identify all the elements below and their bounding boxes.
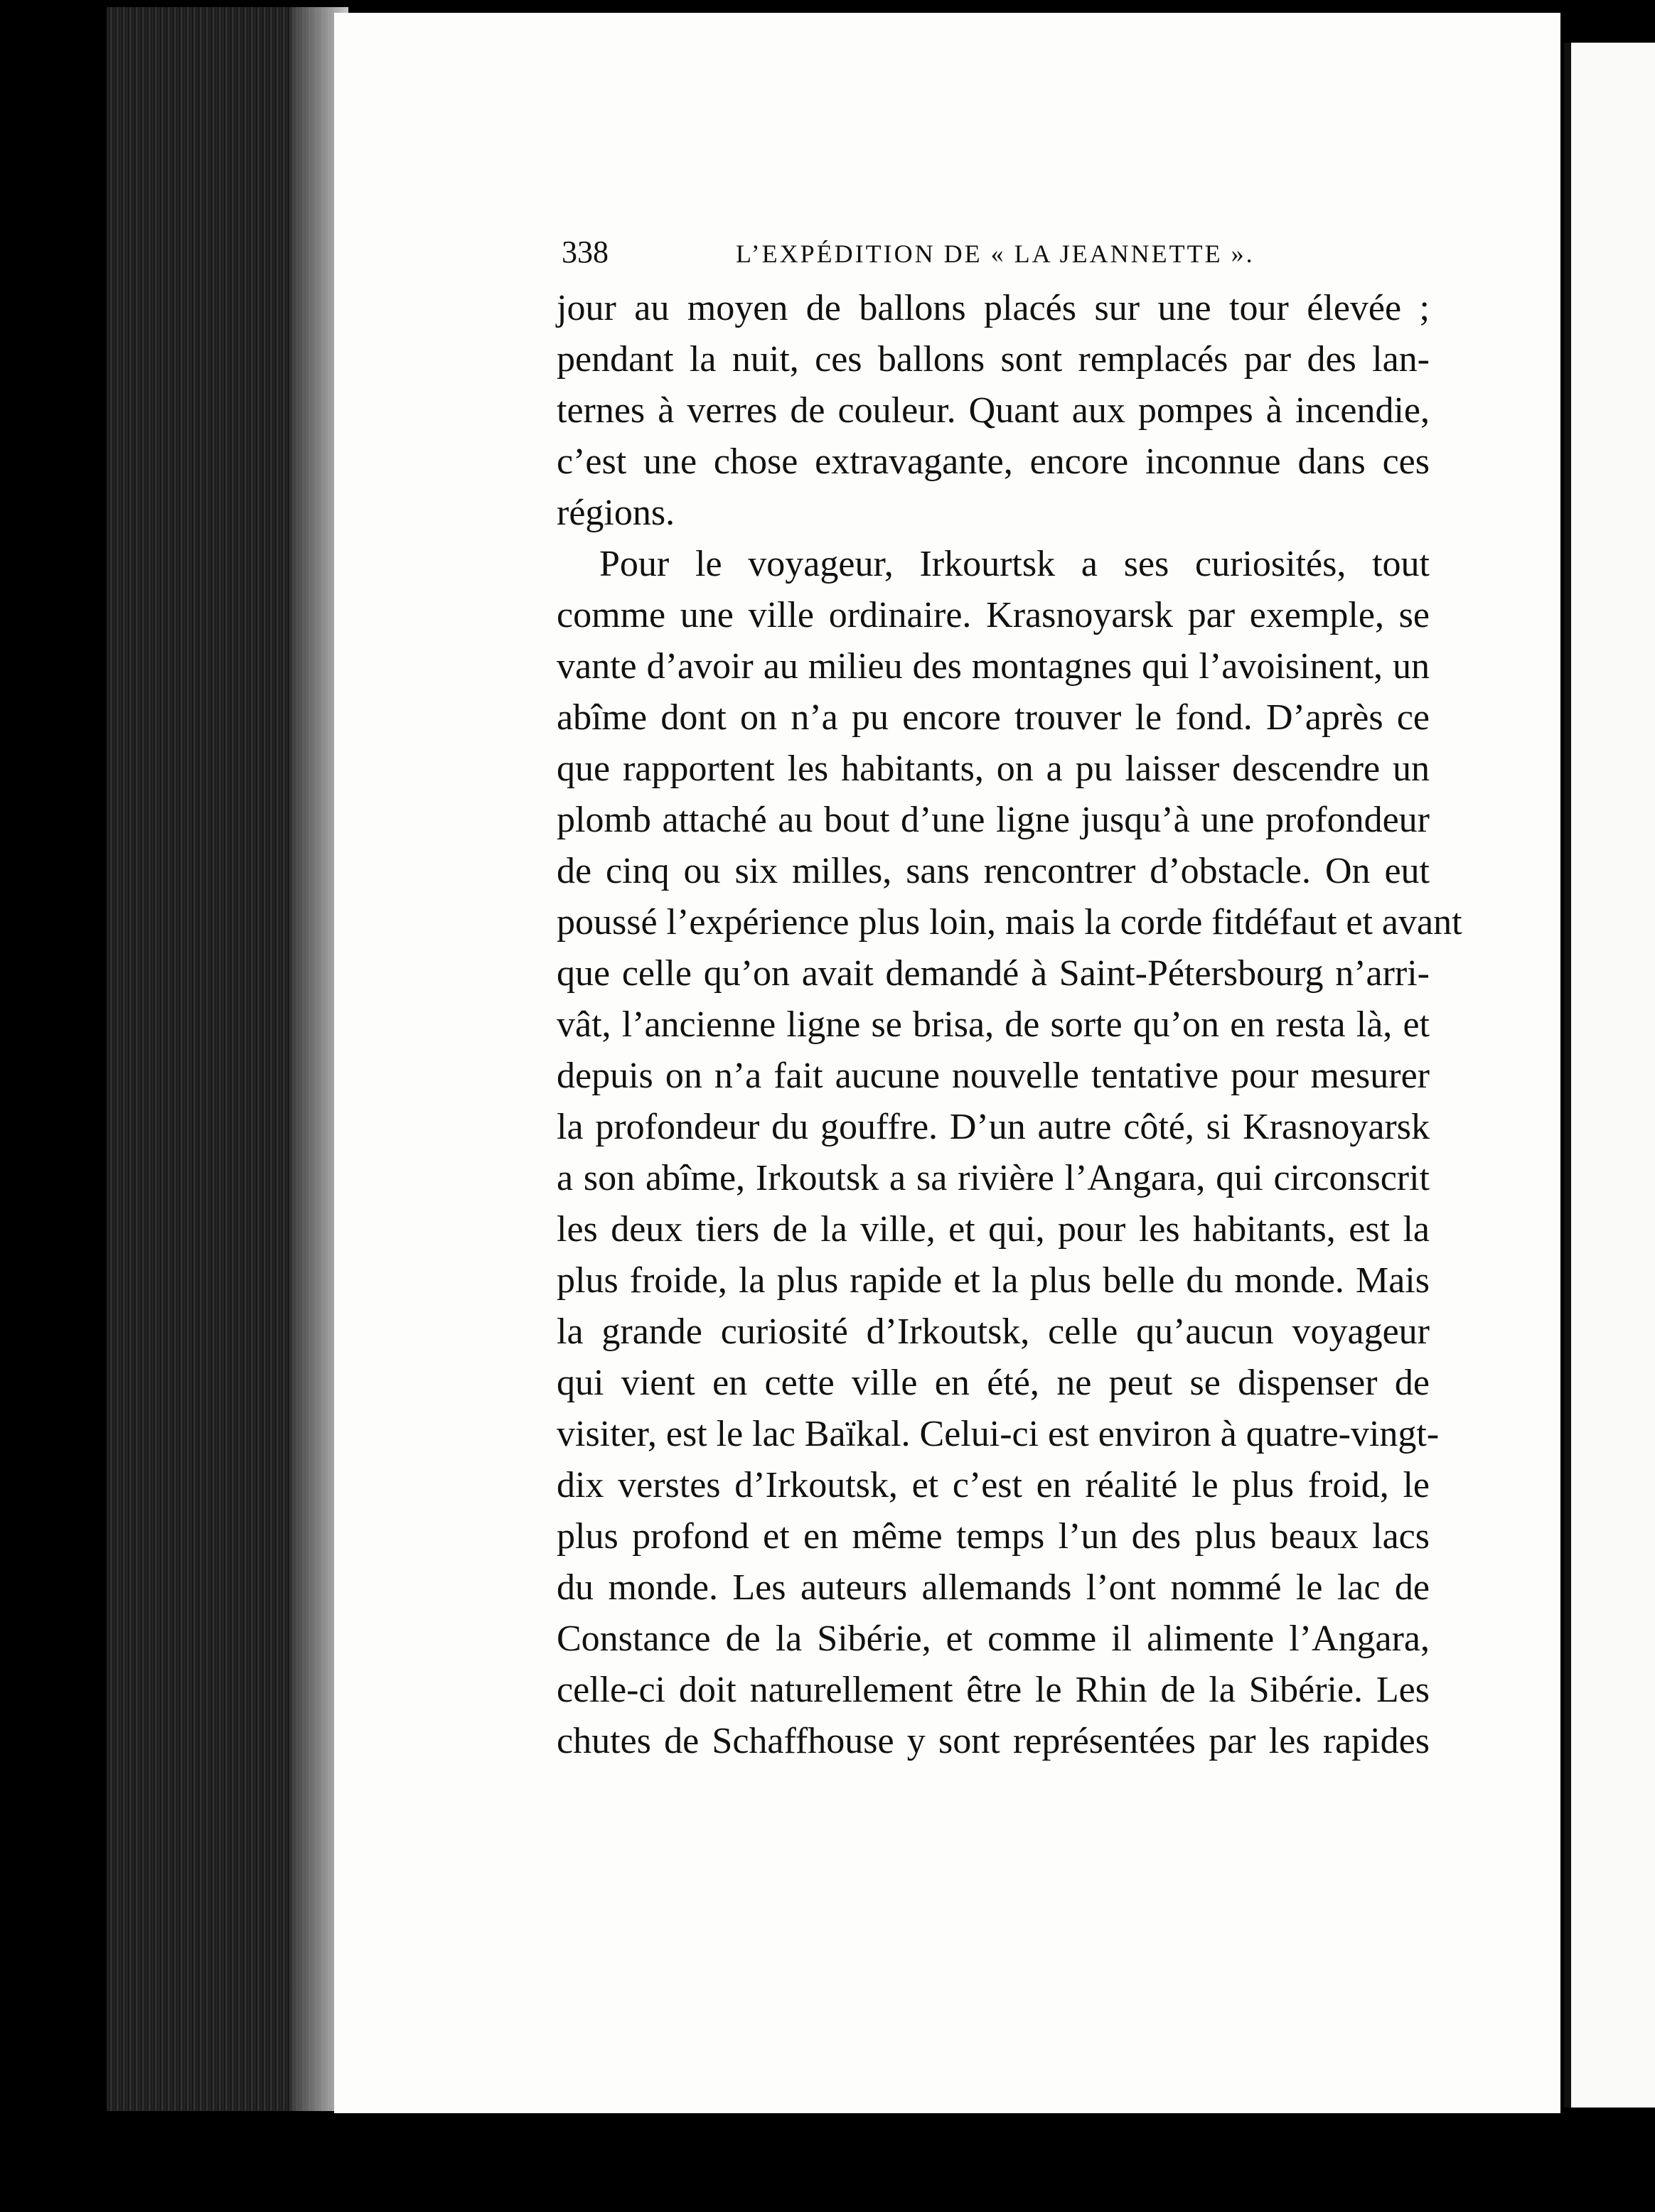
text-line: abîme dont on n’a pu encore trouver le fond. D’après ce [557, 697, 1430, 738]
text-line: vante d’avoir au milieu des montagnes qui l’avoisinent, un [557, 646, 1430, 687]
body-text [557, 283, 1462, 1767]
facing-page-edge [1564, 43, 1655, 2108]
page-number: 338 [562, 235, 609, 269]
text-line: de cinq ou six milles, sans rencontrer d’obstacle. On eut [557, 851, 1430, 891]
text-line: que celle qu’on avait demandé à Saint-Pétersbourg n’arri- [557, 953, 1430, 994]
text-line: depuis on n’a fait aucune nouvelle tentative pour mesurer [557, 1056, 1430, 1096]
running-title: L’EXPÉDITION DE « LA JEANNETTE ». [736, 240, 1255, 268]
text-line: qui vient en cette ville en été, ne peut se dispenser de [557, 1363, 1430, 1403]
text-line: poussé l’expérience plus loin, mais la corde fitdéfaut et avant [557, 902, 1462, 943]
book-page-edges [107, 7, 348, 2111]
text-line: c’est une chose extravagante, encore inconnue dans ces [557, 441, 1430, 482]
text-line: pendant la nuit, ces ballons sont remplacés par des lan- [557, 339, 1430, 380]
text-line: celle-ci doit naturellement être le Rhin de la Sibérie. Les [557, 1670, 1430, 1710]
text-line: Pour le voyageur, Irkourtsk a ses curiosités, tout [599, 544, 1430, 584]
text-line: dix verstes d’Irkoutsk, et c’est en réalité le plus froid, le [557, 1465, 1430, 1505]
text-line: que rapportent les habitants, on a pu laisser descendre un [557, 748, 1430, 789]
text-line: visiter, est le lac Baïkal. Celui-ci est environ à quatre-vingt- [557, 1414, 1440, 1454]
running-head [562, 231, 1280, 274]
text-line: du monde. Les auteurs allemands l’ont nommé le lac de [557, 1567, 1430, 1608]
text-line: vât, l’ancienne ligne se brisa, de sorte qu’on en resta là, et [557, 1004, 1430, 1045]
text-line: ternes à verres de couleur. Quant aux pompes à incendie, [557, 390, 1430, 431]
text-line: la grande curiosité d’Irkoutsk, celle qu’aucun voyageur [557, 1311, 1430, 1352]
text-line: chutes de Schaffhouse y sont représentées par les rapides [557, 1721, 1430, 1761]
text-line: les deux tiers de la ville, et qui, pour les habitants, est la [557, 1209, 1430, 1250]
text-line: régions. [557, 493, 675, 533]
text-line: la profondeur du gouffre. D’un autre côté, si Krasnoyarsk [557, 1107, 1430, 1147]
text-line: plus froide, la plus rapide et la plus belle du monde. Mais [557, 1260, 1430, 1301]
text-line: a son abîme, Irkoutsk a sa rivière l’Angara, qui circonscrit [557, 1158, 1430, 1198]
text-line: plomb attaché au bout d’une ligne jusqu’à une profondeur [557, 800, 1430, 840]
text-line: plus profond et en même temps l’un des plus beaux lacs [557, 1516, 1430, 1557]
text-line: comme une ville ordinaire. Krasnoyarsk par exemple, se [557, 595, 1430, 635]
text-line: Constance de la Sibérie, et comme il alimente l’Angara, [557, 1618, 1430, 1659]
text-line: jour au moyen de ballons placés sur une tour élevée ; [557, 288, 1430, 328]
